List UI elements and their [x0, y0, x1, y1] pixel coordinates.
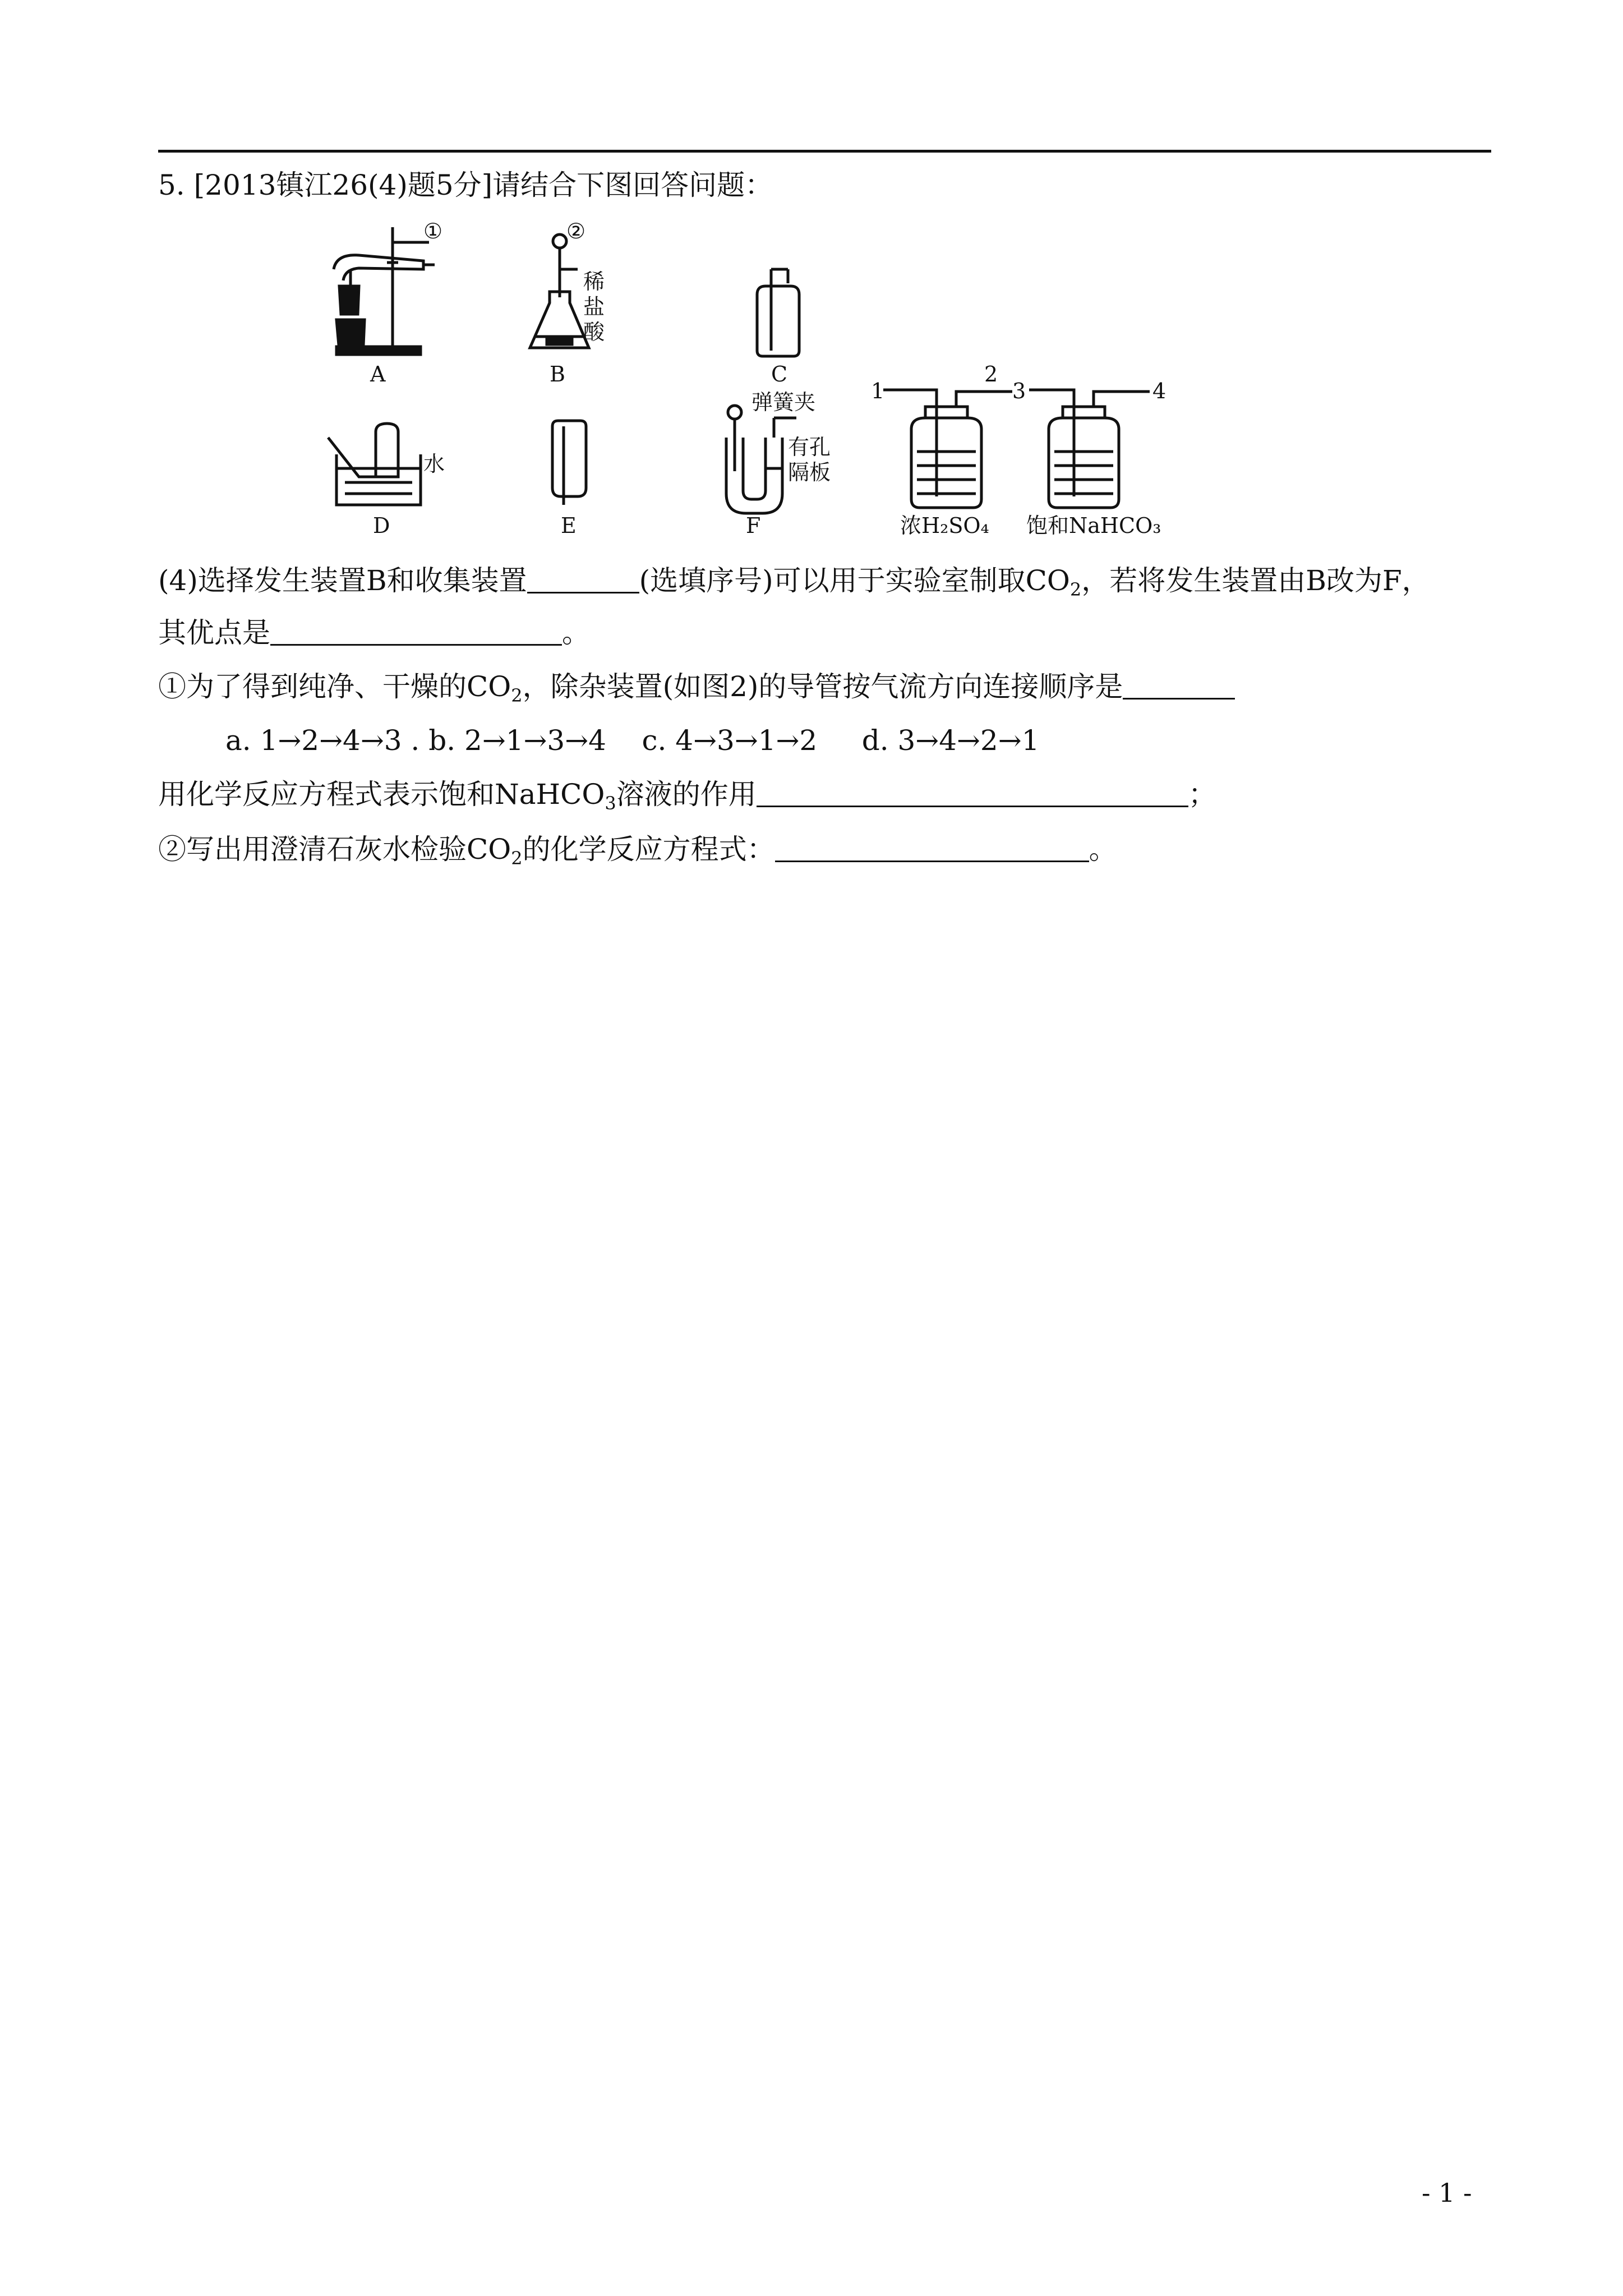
q4-text-3: ，若将发生装置由B改为F，	[1081, 564, 1430, 597]
apparatus-c	[757, 269, 799, 356]
subq1-l3-end: ；	[1188, 778, 1216, 811]
label-f-plate-2: 隔板	[788, 460, 831, 485]
label-apparatus-d: D	[373, 513, 390, 538]
label-apparatus-a: A	[370, 362, 386, 386]
apparatus-e	[552, 421, 586, 505]
question-number: 5.	[158, 169, 185, 201]
label-port-2: 2	[984, 362, 998, 386]
collector-blank[interactable]	[527, 566, 639, 593]
label-apparatus-c: C	[771, 362, 788, 386]
subq2-subscript: 2	[511, 848, 523, 869]
label-f-plate-1: 有孔	[788, 435, 831, 459]
label-apparatus-f: F	[746, 513, 761, 538]
subq1-text-2: ，除杂装置(如图2)的导管按气流方向连接顺序是	[522, 670, 1123, 703]
subq1-l3-subscript: 3	[605, 793, 616, 814]
label-port-1: 1	[871, 379, 885, 403]
header-rule	[158, 150, 1491, 153]
advantage-blank[interactable]	[270, 618, 562, 646]
q4-text-2: (选填序号)可以用于实验室制取CO	[639, 564, 1070, 597]
label-d-water: 水	[423, 452, 445, 476]
options-line: a. 1→2→4→3 . b. 2→1→3→4 c. 4→3→1→2 d. 3→4→2→1	[225, 724, 1040, 757]
subq2-text-2: 的化学反应方程式：	[522, 833, 775, 866]
apparatus-b	[530, 234, 589, 348]
label-bottle-2: 饱和NaHCO₃	[1026, 513, 1161, 538]
subq2-line	[158, 832, 1117, 869]
label-b-acid-3: 酸	[583, 320, 605, 344]
limewater-equation-blank[interactable]	[775, 835, 1089, 862]
question-source: [2013镇江26(4)题5分]	[193, 169, 493, 201]
subq2-text-1: ②写出用澄清石灰水检验CO	[158, 833, 511, 866]
apparatus-a	[334, 227, 435, 355]
wash-bottle-1	[883, 390, 1012, 508]
label-a-num: ①	[423, 219, 443, 243]
q4-advantage-label: 其优点是	[158, 616, 270, 649]
label-bottle-1: 浓H₂SO₄	[900, 513, 989, 538]
apparatus-f	[726, 406, 796, 513]
label-apparatus-b: B	[550, 362, 565, 386]
apparatus-d	[328, 424, 421, 505]
label-apparatus-e: E	[561, 513, 577, 538]
subq1-l3-text-1: 用化学反应方程式表示饱和NaHCO	[158, 778, 605, 811]
subq1-line-1	[158, 670, 1235, 706]
q4-line-1	[158, 564, 1430, 600]
q4-text-1: (4)选择发生装置B和收集装置	[158, 564, 527, 597]
label-f-clip: 弹簧夹	[751, 390, 816, 415]
label-b-num: ②	[566, 219, 586, 243]
q4-line-2	[158, 616, 590, 650]
wash-bottle-2	[1029, 390, 1150, 508]
q4-line2-end: 。	[562, 616, 590, 649]
label-port-4: 4	[1152, 379, 1166, 403]
question-prompt: 请结合下图回答问题：	[492, 169, 773, 201]
question-stem	[158, 168, 773, 202]
page-number: - 1 -	[1422, 2178, 1472, 2208]
subq1-text-1: ①为了得到纯净、干燥的CO	[158, 670, 511, 703]
subq2-end: 。	[1089, 833, 1117, 866]
label-b-acid-2: 盐	[583, 295, 605, 319]
q4-subscript: 2	[1069, 579, 1082, 600]
subq1-l3-text-2: 溶液的作用	[616, 778, 757, 811]
subq1-subscript: 2	[511, 685, 523, 706]
label-b-acid-1: 稀	[583, 269, 605, 294]
apparatus-diagram	[314, 213, 1178, 550]
subq1-line-3	[158, 777, 1216, 814]
apparatus-figure	[314, 213, 1178, 550]
label-port-3: 3	[1012, 379, 1026, 403]
nahco3-equation-blank[interactable]	[757, 780, 1188, 807]
order-blank[interactable]	[1123, 672, 1235, 700]
